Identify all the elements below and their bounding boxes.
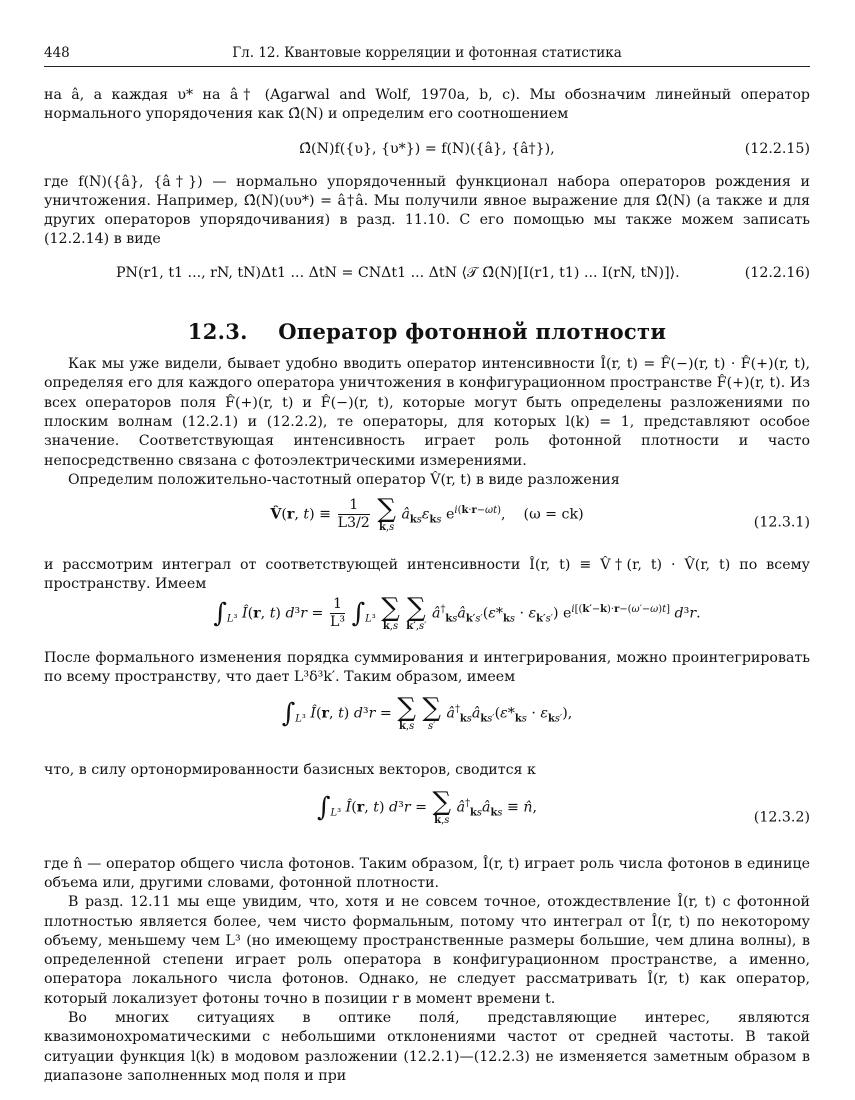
section-title: Оператор фотонной плотности [278, 318, 667, 344]
sum-symbol: ∑ k′,s′ [406, 592, 427, 632]
equation-number: (12.3.2) [753, 808, 810, 825]
fraction [330, 596, 345, 631]
paragraph-2: где f(N)({â}, {â†}) — нормально упорядоченный функционал набора операторов рождения и уничтожения. Например, Ω̂(N)(υυ*) = â†â. Мы получили явное выражение для Ω̂(N) (а также и для других операторов упорядочивания) в разд. 11.10. С его помощью мы также можем записать (12.2.14) в виде [44, 173, 810, 248]
running-header [44, 44, 810, 67]
fraction-numerator: 1 [349, 497, 359, 514]
equation-number: (12.2.16) [744, 264, 810, 281]
equation-intermediate: $\int_{L^3}$ Î(r, t) d³r = ∑ k,s ∑ s′ $â^\dagger_{ks}â_{ks'}(\varepsilon*_{ks} \cdot \varepsilon_{ks'})$, [281, 693, 573, 733]
sum-symbol: ∑ k,s [432, 786, 452, 826]
page-body [44, 86, 810, 1086]
paragraph-3: Как мы уже видели, бывает удобно вводить оператор интенсивности Î(r, t) = F̂(−)(r, t) · F̂(+)(r, t), определяя его для каждого оператора уничтожения в конфигурационном пространстве F̂(+)(r, t). Из всех операторов поля F̂(+)(r, t) и F̂(−)(r, t), которые могут быть определены разложениями по плоским волнам (12.2.1) и (12.2.2), те операторы, для которых l(k) = 1, представляют особое значение. Соответствующая интенсивность играет роль фотонной плотности и часто непосредственно связана с фотоэлектрическими измерениями. [44, 356, 810, 469]
section-number: 12.3. [187, 318, 248, 344]
sum-symbol: ∑ k,s [377, 494, 396, 534]
paragraph-6: После формального изменения порядка суммирования и интегрирования, можно проинтегрировать по всему пространству, что дает L³δ³k′. Таким образом, имеем [44, 649, 810, 686]
section-heading [44, 318, 810, 344]
fraction-numerator: 1 [332, 595, 342, 612]
running-title: Гл. 12. Квантовые корреляции и фотонная статистика [232, 45, 622, 61]
page-number: 448 [44, 45, 70, 61]
equation-body: PN(r1, t1 ..., rN, tN)Δt1 ... ΔtN = CNΔt1 ... ΔtN ⟨𝒯 Ω̂(N)[I(r1, t1) ... I(rN, tN)]⟩. [116, 264, 680, 281]
sum-symbol: ∑ k,s [397, 693, 416, 733]
equation-number: (12.2.15) [744, 140, 810, 157]
equation-body: Ω̂(N)f({υ}, {υ*}) = f(N)({â}, {â†}), [299, 140, 555, 157]
equation-12-2-16 [44, 250, 810, 296]
paragraph-9: В разд. 12.11 мы еще увидим, что, хотя и не совсем точное, отождествление Î(r, t) с фотонной плотностью является более, чем чисто формальным, потому что интеграл от Î(r, t) по некоторому объему, меньшему чем L³ (но имеющему пространственные размеры большие, чем длина волны), в определенной степени играет роль оператора в конфигурационном пространстве, а именно, оператора локального числа фотонов. Однако, не следует рассматривать Î(r, t) как оператор, который локализует фотоны точно в позиции r в момент времени t. [44, 894, 810, 1007]
paragraph-10: Во многих ситуациях в оптике поля́, представляющие интерес, являются квазимонохроматическими с небольшими отклонениями частот от средней частоты. В такой ситуации функция l(k) в модовом разложении (12.2.1)—(12.2.3) не изменяется заметным образом в диапазоне заполненных мод поля и при [44, 1010, 810, 1084]
equation-number: (12.3.1) [753, 514, 810, 531]
paragraph-1: на â, а каждая υ* на â† (Agarwal and Wolf, 1970a, b, c). Мы обозначим линейный оператор нормального упорядочения как Ω̂(N) и определим его соотношением [44, 87, 810, 123]
sum-symbol: ∑ k,s [381, 592, 400, 632]
equation-12-3-1: V̂(r, t) ≡ $\frac{1}{L3/2}$ ∑ k,s $â_{ks}\varepsilon_{ks}$ $e^{i(k\cdot r-\omega t)}$, (ω = ck) (12.3.1) [270, 494, 810, 534]
fraction-denominator: L³ [329, 613, 346, 630]
equation-12-2-15 [44, 125, 810, 173]
equation-12-3-2: $\int_{L^3}$ Î(r, t) d³r = ∑ k,s $â^\dagger_{ks}â_{ks}$ ≡ n̂, (12.3.2) [316, 786, 810, 826]
fraction-denominator: L3/2 [337, 515, 370, 532]
equation-condition: (ω = ck) [523, 506, 584, 523]
sum-symbol: ∑ s′ [422, 693, 441, 733]
paragraph-4: Определим положительно-частотный оператор V̂(r, t) в виде разложения [68, 471, 620, 488]
equation-intensity-integral: $\int_{L^3}$ Î(r, t) d³r = $\frac{1}{\text{L³}}$ $\int_{L^3}$ ∑ k,s ∑ k′,s′ $â^\dagger_{ks}â_{k's'}(\varepsilon*_{ks} \cdot \varepsilon_{k's'})$ $e^{i[(k'-k)\cdot r-(\omega'-\omega)t]}$ d³r. [213, 592, 701, 632]
fraction [338, 497, 370, 532]
paragraph-8: где n̂ — оператор общего числа фотонов. Таким образом, Î(r, t) играет роль числа фотонов в единице объема или, другими словами, фотонной плотности. [44, 855, 810, 891]
paragraph-7: что, в силу ортонормированности базисных векторов, сводится к [44, 762, 536, 779]
paragraph-5: и рассмотрим интеграл от соответствующей интенсивности Î(r, t) ≡ V̂†(r, t) · V̂(r, t) по всему пространству. Имеем [44, 557, 810, 593]
